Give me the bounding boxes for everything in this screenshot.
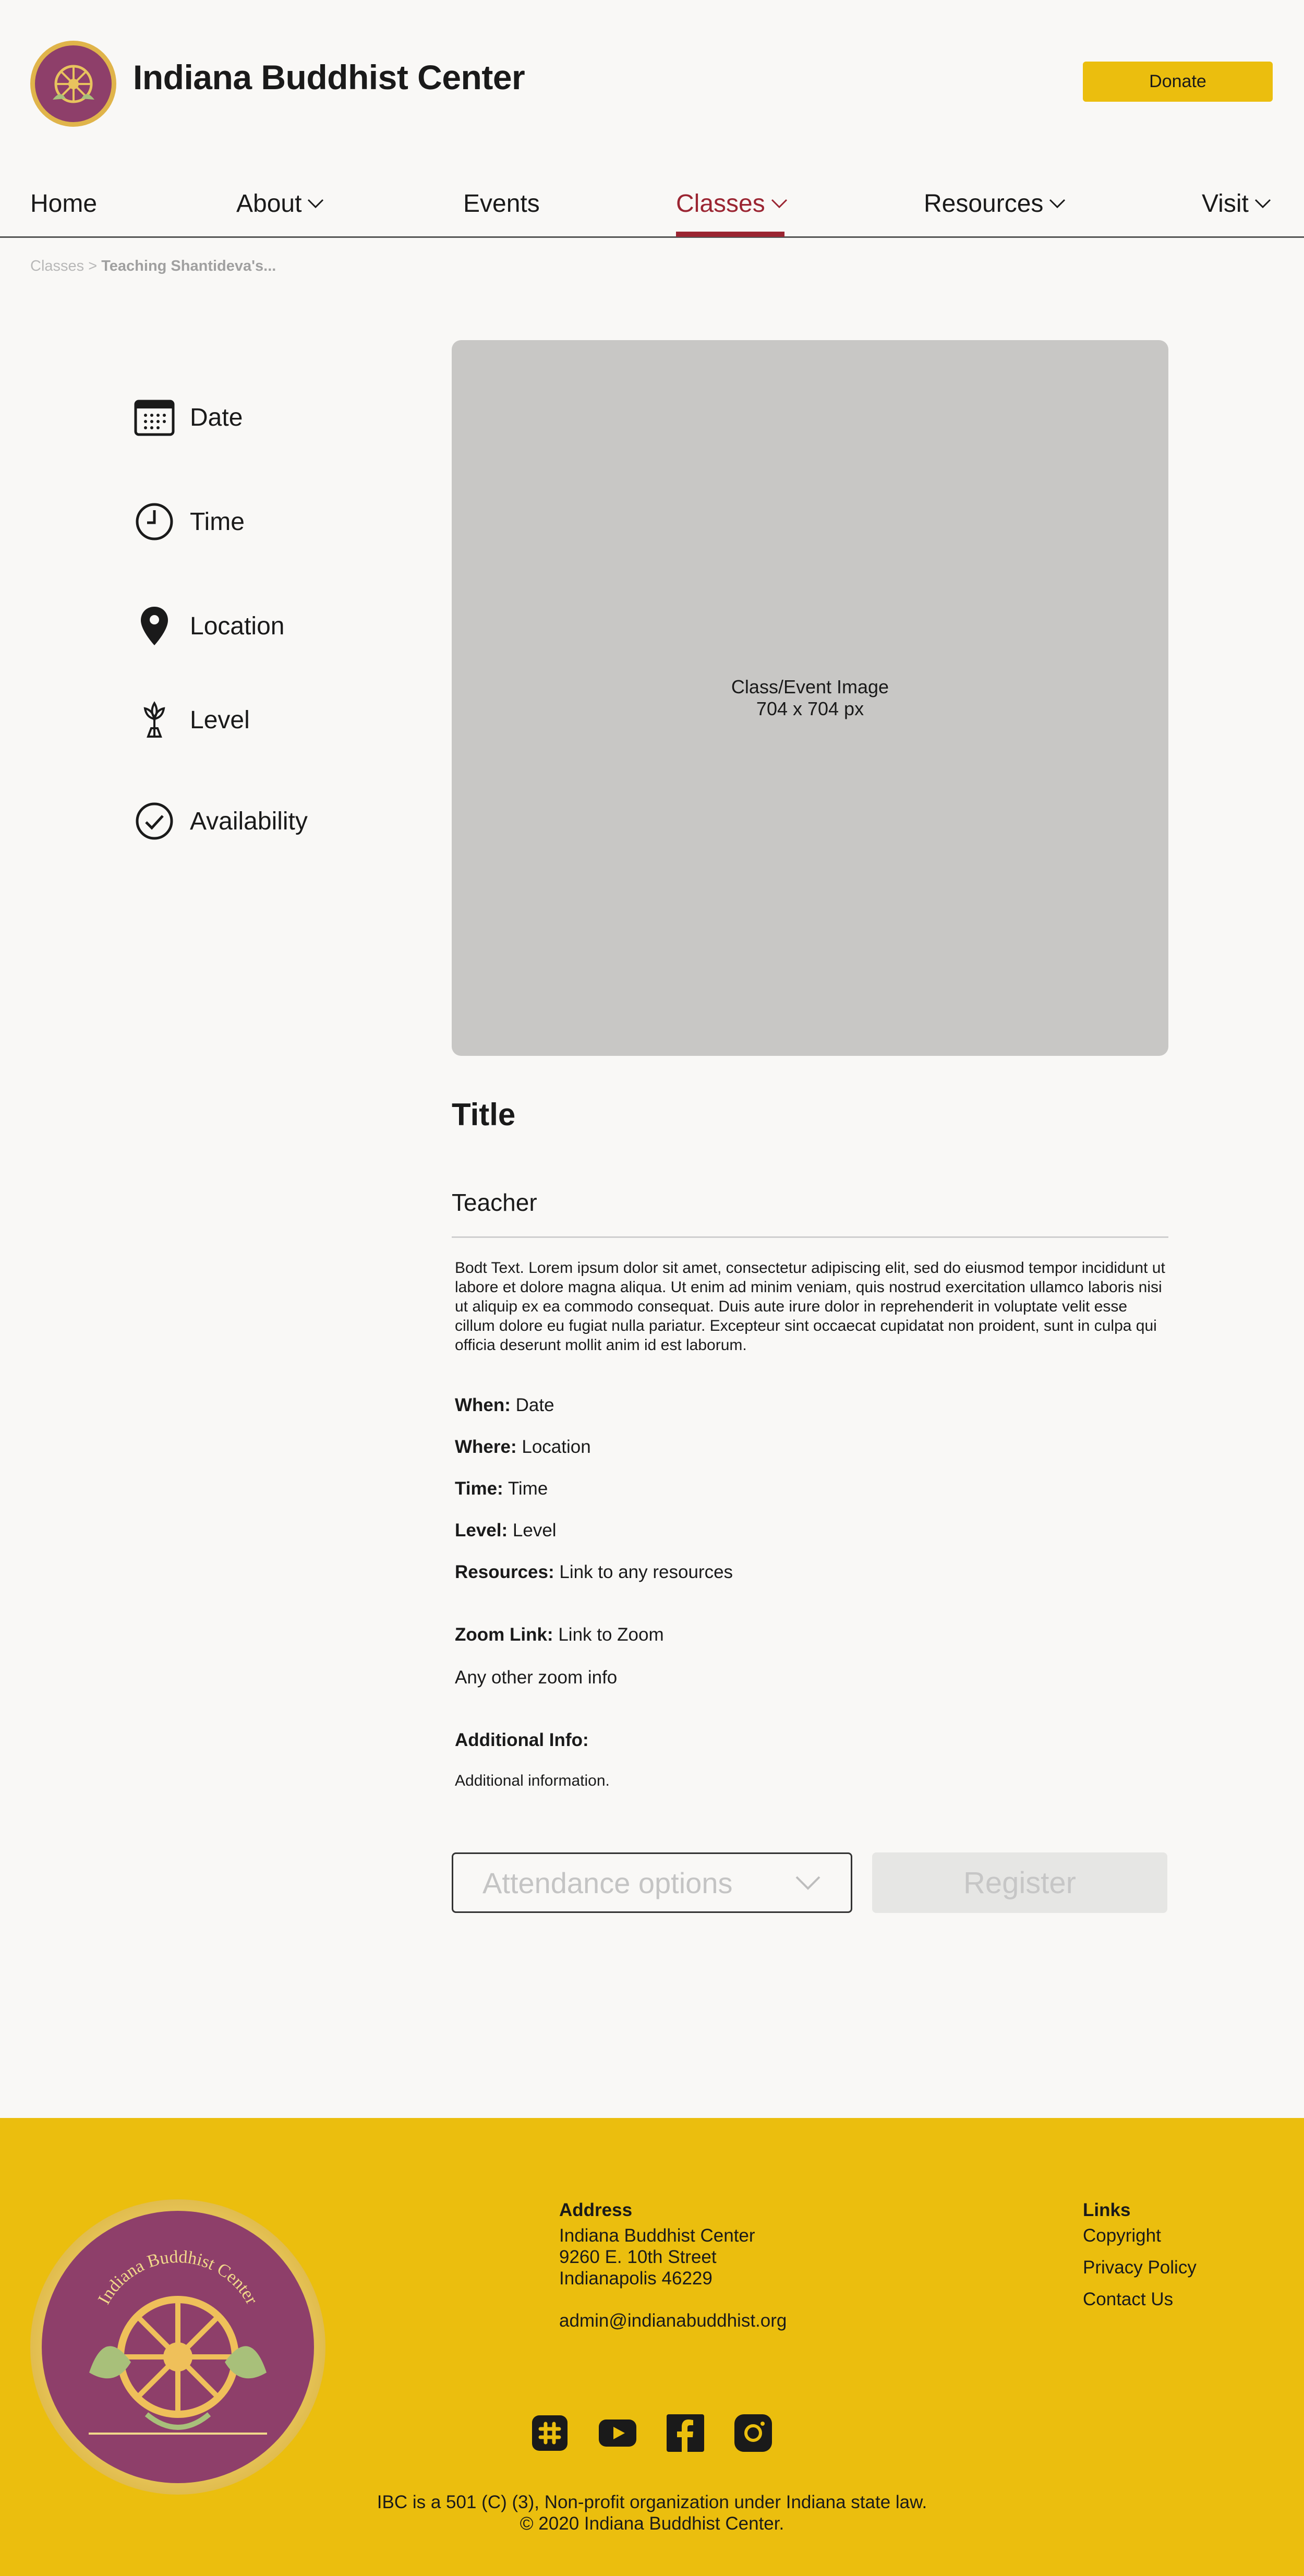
donate-button[interactable]: Donate <box>1083 62 1273 102</box>
nav-visit[interactable] <box>1202 188 1272 219</box>
breadcrumb-parent[interactable]: Classes <box>30 258 84 274</box>
nav-events-label: Events <box>463 189 540 218</box>
chevron-down-icon <box>1254 198 1272 209</box>
link-privacy-policy[interactable]: Privacy Policy <box>1083 2257 1197 2278</box>
image-placeholder-size: 704 x 704 px <box>756 698 864 719</box>
meta-location <box>134 605 284 647</box>
detail-zoom-label: Zoom Link: <box>455 1624 553 1645</box>
meta-date <box>134 396 243 438</box>
content-divider <box>452 1236 1168 1238</box>
event-title: Title <box>452 1097 516 1132</box>
detail-where-label: Where: <box>455 1437 517 1457</box>
check-circle-icon <box>134 800 175 842</box>
detail-zoom <box>455 1624 664 1645</box>
dharma-wheel-emblem-icon <box>42 2211 314 2483</box>
slack-icon[interactable] <box>531 2414 569 2452</box>
breadcrumb-separator: > <box>88 258 98 274</box>
youtube-icon[interactable] <box>599 2414 636 2452</box>
detail-additional <box>455 1730 589 1751</box>
detail-level-label: Level: <box>455 1520 508 1540</box>
resources-link[interactable]: Link to any resources <box>559 1562 733 1582</box>
dharma-wheel-icon <box>42 53 105 115</box>
nav-active-indicator <box>676 232 784 237</box>
nav-about-label: About <box>236 189 302 218</box>
chevron-down-icon <box>794 1875 822 1891</box>
legal-line-2: © 2020 Indiana Buddhist Center. <box>520 2513 784 2534</box>
chevron-down-icon <box>1048 198 1066 209</box>
calendar-icon <box>134 396 175 438</box>
detail-time <box>455 1478 548 1499</box>
detail-level-value: Level <box>512 1520 557 1540</box>
attendance-select[interactable] <box>452 1852 852 1913</box>
meta-location-label: Location <box>190 612 285 640</box>
address-line-2: 9260 E. 10th Street <box>559 2247 717 2267</box>
additional-info-text: Additional information. <box>455 1772 610 1789</box>
links-heading: Links <box>1083 2200 1131 2220</box>
meta-date-label: Date <box>190 403 243 431</box>
event-image-placeholder <box>452 340 1168 1056</box>
event-teacher: Teacher <box>452 1189 537 1216</box>
link-copyright[interactable]: Copyright <box>1083 2225 1161 2246</box>
instagram-icon[interactable] <box>734 2414 772 2452</box>
nav-home[interactable] <box>30 188 97 219</box>
nav-home-label: Home <box>30 189 98 218</box>
detail-time-label: Time: <box>455 1478 503 1499</box>
nav-visit-label: Visit <box>1202 189 1249 218</box>
breadcrumb-current: Teaching Shantideva's... <box>101 258 276 274</box>
zoom-link[interactable]: Link to Zoom <box>558 1624 664 1645</box>
meta-availability <box>134 800 308 842</box>
site-title[interactable]: Indiana Buddhist Center <box>133 58 525 97</box>
social-links <box>531 2414 772 2452</box>
zoom-other-info: Any other zoom info <box>455 1667 618 1688</box>
event-body-text: Bodt Text. Lorem ipsum dolor sit amet, consectetur adipiscing elit, sed do eiusmod tempor incididunt ut labore et dolore magna aliqua. Ut enim ad minim veniam, quis nostrud exercitation ullamco laboris nisi ut aliquip ex ea commodo consequat. Duis aute irure dolor in reprehenderit in voluptate velit esse cillum dolore eu fugiat nulla pariatur. Excepteur sint occaecat cupidatat non proident, sunt in culpa qui officia deserunt mollit anim id est laborum. <box>455 1259 1165 1354</box>
meta-time-label: Time <box>190 508 245 536</box>
meta-availability-label: Availability <box>190 807 308 835</box>
register-button[interactable]: Register <box>872 1852 1167 1913</box>
site-logo[interactable] <box>30 41 116 127</box>
main-nav <box>0 177 1304 238</box>
nav-events[interactable] <box>463 188 540 219</box>
footer-links <box>1083 2199 1197 2320</box>
site-header <box>0 0 1304 167</box>
address-line-3: Indianapolis 46229 <box>559 2268 713 2289</box>
nav-resources-label: Resources <box>924 189 1044 218</box>
chevron-down-icon <box>770 198 788 209</box>
nav-resources[interactable] <box>924 188 1066 219</box>
detail-where-value: Location <box>522 1437 591 1457</box>
footer-logo-text: Indiana Buddhist Center <box>94 2247 262 2308</box>
email-link[interactable]: admin@indianabuddhist.org <box>559 2310 787 2331</box>
detail-when-label: When: <box>455 1395 511 1415</box>
nav-about[interactable] <box>236 188 324 219</box>
detail-resources-label: Resources: <box>455 1562 554 1582</box>
detail-time-value: Time <box>508 1478 548 1499</box>
detail-when-value: Date <box>515 1395 554 1415</box>
legal-line-1: IBC is a 501 (C) (3), Non-profit organization under Indiana state law. <box>377 2492 927 2512</box>
facebook-icon[interactable] <box>667 2414 704 2452</box>
meta-time <box>134 501 245 543</box>
attendance-placeholder: Attendance options <box>482 1866 733 1899</box>
footer-address <box>559 2199 787 2331</box>
meta-level <box>134 699 250 741</box>
detail-resources <box>455 1562 733 1583</box>
nav-classes[interactable] <box>676 188 788 219</box>
address-heading: Address <box>559 2200 633 2220</box>
detail-additional-label: Additional Info: <box>455 1730 589 1750</box>
image-placeholder-caption: Class/Event Image <box>731 676 889 697</box>
detail-level <box>455 1520 557 1541</box>
detail-when <box>455 1395 554 1416</box>
lotus-icon <box>134 699 175 741</box>
site-footer <box>0 2118 1304 2576</box>
link-contact-us[interactable]: Contact Us <box>1083 2289 1174 2309</box>
map-pin-icon <box>134 605 175 647</box>
footer-logo <box>30 2199 325 2495</box>
clock-icon <box>134 501 175 543</box>
breadcrumb <box>30 258 276 275</box>
nav-classes-label: Classes <box>676 189 765 218</box>
address-line-1: Indiana Buddhist Center <box>559 2225 755 2246</box>
chevron-down-icon <box>307 198 324 209</box>
detail-where <box>455 1437 591 1458</box>
meta-level-label: Level <box>190 706 250 734</box>
